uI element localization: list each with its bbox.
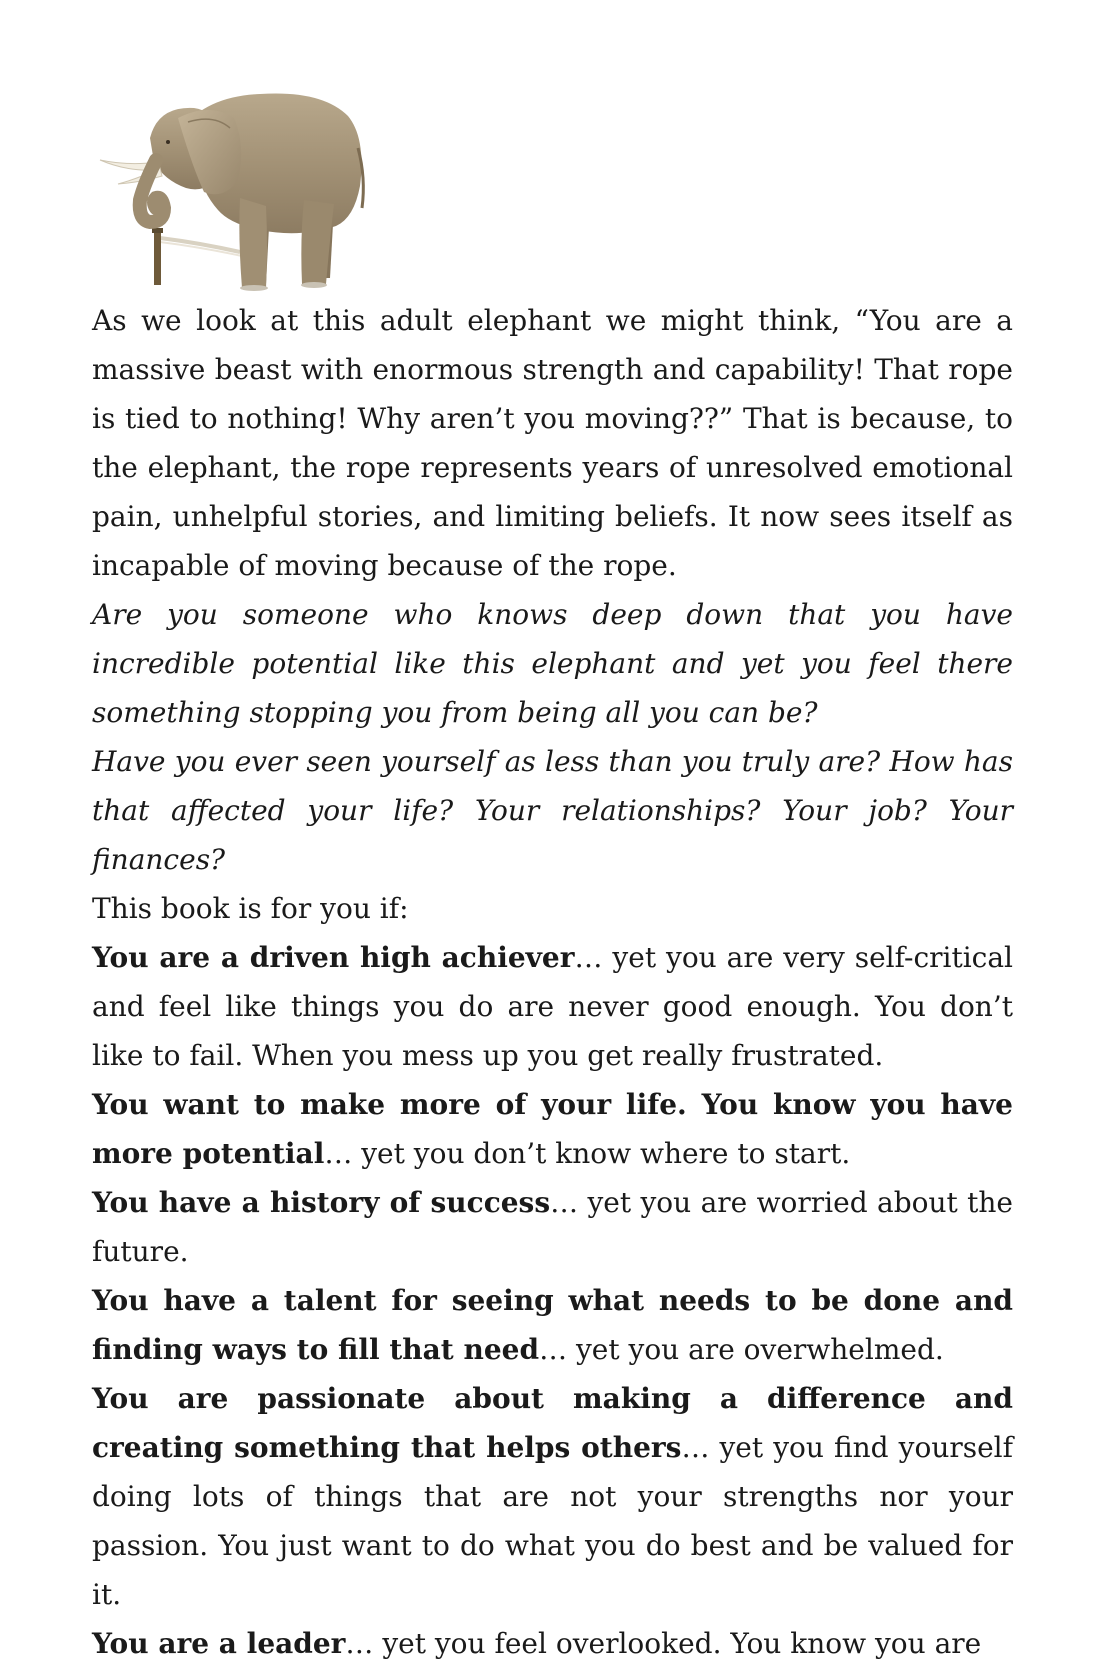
item-bold-lead: You are a leader [92, 1627, 346, 1660]
document-page [92, 0, 1013, 1668]
list-item [92, 1374, 1013, 1619]
list-item [92, 1276, 1013, 1374]
intro-paragraph: As we look at this adult elephant we might think, “You are a massive beast with enormous strength and capability! That rope is tied to nothing! Why aren’t you moving??” That is because, to the elephant, the rope represents years of unresolved emotional pain, unhelpful stories, and limiting beliefs. It now sees itself as incapable of moving because of the rope. [92, 304, 1013, 582]
question-paragraph-2: Have you ever seen yourself as less than you truly are? How has that affected your life? Your relationships? Your job? Your finances? [92, 745, 1013, 876]
book-for-heading: This book is for you if: [92, 892, 409, 925]
item-bold-lead: You are a driven high achiever [92, 941, 575, 974]
item-bold-lead: You are passionate about making a difference and creating something that helps others [92, 1382, 1013, 1464]
item-text: … yet you feel overlooked. You know you are [345, 1627, 982, 1660]
elephant-tied-to-post-illustration [90, 88, 372, 303]
item-bold-lead: You have a talent for seeing what needs to be done and finding ways to fill that need [92, 1284, 1013, 1366]
item-bold-lead: You have a history of success [92, 1186, 551, 1219]
question-paragraph-1: Are you someone who knows deep down that you have incredible potential like this elephant and yet you feel there something stopping you from being all you can be? [92, 598, 1013, 729]
item-text: … yet you are very self-critical and feel like things you do are never good enough. You don’t like to fail. When you mess up you get really frustrated. [92, 941, 1014, 1072]
item-text: … yet you find yourself doing lots of things that are not your strengths nor your passion. You just want to do what you do best and be valued for it. [92, 1431, 1013, 1611]
list-item [92, 1080, 1013, 1178]
item-text: … yet you are worried about the future. [92, 1186, 1013, 1268]
list-item [92, 1178, 1013, 1276]
item-text: … yet you are overwhelmed. [539, 1333, 944, 1366]
list-item [92, 1619, 1013, 1668]
item-bold-lead: You want to make more of your life. You know you have more potential [92, 1088, 1013, 1170]
list-item [92, 933, 1013, 1080]
item-text: … yet you don’t know where to start. [324, 1137, 851, 1170]
elephant-icon [90, 88, 372, 303]
